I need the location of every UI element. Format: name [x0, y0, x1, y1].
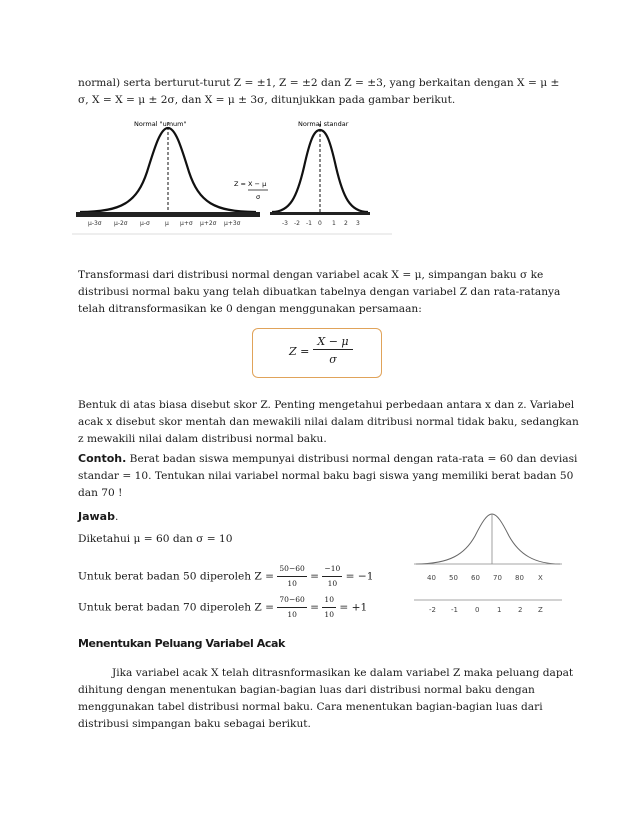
calc-70-fraction-2	[322, 593, 336, 622]
z-tick-2: 2	[518, 606, 523, 614]
x-tick-50: 50	[449, 574, 458, 582]
calc-70-frac2-num: 10	[322, 593, 336, 608]
tick-z-minus-3: -3	[282, 220, 288, 227]
tick-z-minus-1: -1	[306, 220, 312, 227]
tick-z-2: 2	[344, 220, 348, 227]
calc-50-frac2-num: −10	[322, 562, 342, 577]
x-tick-40: 40	[427, 574, 436, 582]
explanation-line-2: acak x disebut skor mentah dan mewakili nilai dalam ditribusi normal tidak baku, sedangkan	[78, 416, 579, 428]
calc-50-prefix: Untuk berat badan 50 diperoleh Z =	[78, 570, 275, 583]
calc-50-frac1-den: 10	[287, 579, 297, 588]
calc-70-fraction-1	[277, 593, 306, 622]
transform-formula-bottom: σ	[256, 193, 261, 201]
calc-70-frac1-den: 10	[287, 610, 297, 619]
calc-50-frac1-num: 50−60	[277, 562, 306, 577]
section-line-3: menggunakan tabel distribusi normal baku. Cara menentukan bagian-bagian luas dari	[78, 701, 543, 713]
answer-heading: Jawab	[78, 510, 115, 523]
intro-line-1: normal) serta berturut-turut Z = ±1, Z = ±2 dan Z = ±3, yang berkaitan dengan X = μ ±	[78, 77, 560, 89]
calc-70-eq: =	[310, 601, 320, 614]
answer-heading-suffix: .	[114, 511, 119, 523]
example-line-3: dan 70 !	[78, 487, 123, 499]
tick-z-1: 1	[332, 220, 336, 227]
z-tick-minus-1: -1	[451, 606, 458, 614]
formula-lhs: Z =	[289, 345, 310, 358]
tick-mu-3sigma: μ-3σ	[88, 220, 102, 227]
tick-mu-sigma: μ-σ	[140, 220, 150, 227]
example-line-2: standar = 10. Tentukan nilai variabel normal baku bagi siswa yang memiliki berat badan 50	[78, 470, 574, 482]
tick-mu-2sigma: μ-2σ	[114, 220, 128, 227]
tick-z-3: 3	[356, 220, 360, 227]
tick-mu+3sigma: μ+3σ	[224, 220, 241, 227]
tick-z-minus-2: -2	[294, 220, 300, 227]
answer-known: Diketahui μ = 60 dan σ = 10	[78, 533, 233, 545]
general-normal-label: Normal "umum"	[134, 120, 187, 128]
section-line-4: distribusi simpangan baku sebagai berikut.	[78, 718, 311, 730]
weight-distribution-figure	[410, 500, 566, 624]
formula-numerator: X − μ	[313, 335, 353, 350]
calc-50-fraction-2	[322, 562, 342, 591]
section-line-1: Jika variabel acak X telah ditrasnformasikan ke dalam variabel Z maka peluang dapat	[112, 667, 574, 679]
calc-50-frac2-den: 10	[327, 579, 338, 588]
section-line-2: dihitung dengan menentukan bagian-bagian luas dari distribusi normal baku dengan	[78, 684, 535, 696]
z-axis-label: Z	[538, 606, 543, 614]
transformation-line-2: distribusi normal baku yang telah dibuatkan tabelnya dengan variabel Z dan rata-ratanya	[78, 286, 561, 298]
z-tick-0: 0	[475, 606, 480, 614]
calc-70-frac1-num: 70−60	[277, 593, 306, 608]
z-tick-1: 1	[497, 606, 502, 614]
answer-heading-line	[78, 510, 118, 524]
z-formula-box	[252, 328, 382, 378]
general-axis	[76, 212, 260, 217]
normal-distribution-figure	[72, 112, 392, 236]
x-tick-70: 70	[493, 574, 502, 582]
calc-70-frac2-den: 10	[324, 610, 334, 619]
weight-bell-curve	[416, 514, 560, 564]
intro-line-2: σ, X = X = μ ± 2σ, dan X = μ ± 3σ, ditunjukkan pada gambar berikut.	[78, 94, 456, 106]
x-tick-80: 80	[515, 574, 524, 582]
explanation-line-3: z mewakili nilai dalam distribusi normal baku.	[78, 433, 327, 445]
standard-axis	[270, 212, 370, 215]
calc-50-fraction-1	[277, 562, 306, 591]
z-tick-minus-2: -2	[429, 606, 436, 614]
tick-z-0: 0	[318, 220, 322, 227]
calc-line-50	[78, 562, 374, 591]
x-axis-label: X	[538, 574, 543, 582]
formula-denominator: σ	[329, 353, 337, 366]
calc-70-prefix: Untuk berat badan 70 diperoleh Z =	[78, 601, 275, 614]
tick-mu: μ	[165, 220, 169, 227]
example-heading: Contoh.	[78, 452, 127, 465]
standard-normal-label: Normal standar	[298, 120, 349, 128]
example-line-1	[78, 452, 577, 466]
explanation-line-1: Bentuk di atas biasa disebut skor Z. Penting mengetahui perbedaan antara x dan z. Variabel	[78, 399, 575, 411]
calc-50-eq: =	[310, 570, 320, 583]
transformation-line-1: Transformasi dari distribusi normal dengan variabel acak X = μ, simpangan baku σ ke	[78, 269, 544, 281]
calc-50-result: = −1	[345, 570, 374, 583]
section-heading: Menentukan Peluang Variabel Acak	[78, 637, 285, 650]
x-tick-60: 60	[471, 574, 480, 582]
calc-70-result: = +1	[339, 601, 368, 614]
transform-formula-top: Z = X − μ	[234, 180, 267, 188]
transformation-line-3: telah ditransformasikan ke 0 dengan menggunakan persamaan:	[78, 303, 422, 315]
example-line-1-text: Berat badan siswa mempunyai distribusi normal dengan rata-rata = 60 dan deviasi	[126, 453, 578, 465]
calc-line-70	[78, 593, 367, 622]
tick-mu+sigma: μ+σ	[180, 220, 193, 227]
tick-mu+2sigma: μ+2σ	[200, 220, 217, 227]
